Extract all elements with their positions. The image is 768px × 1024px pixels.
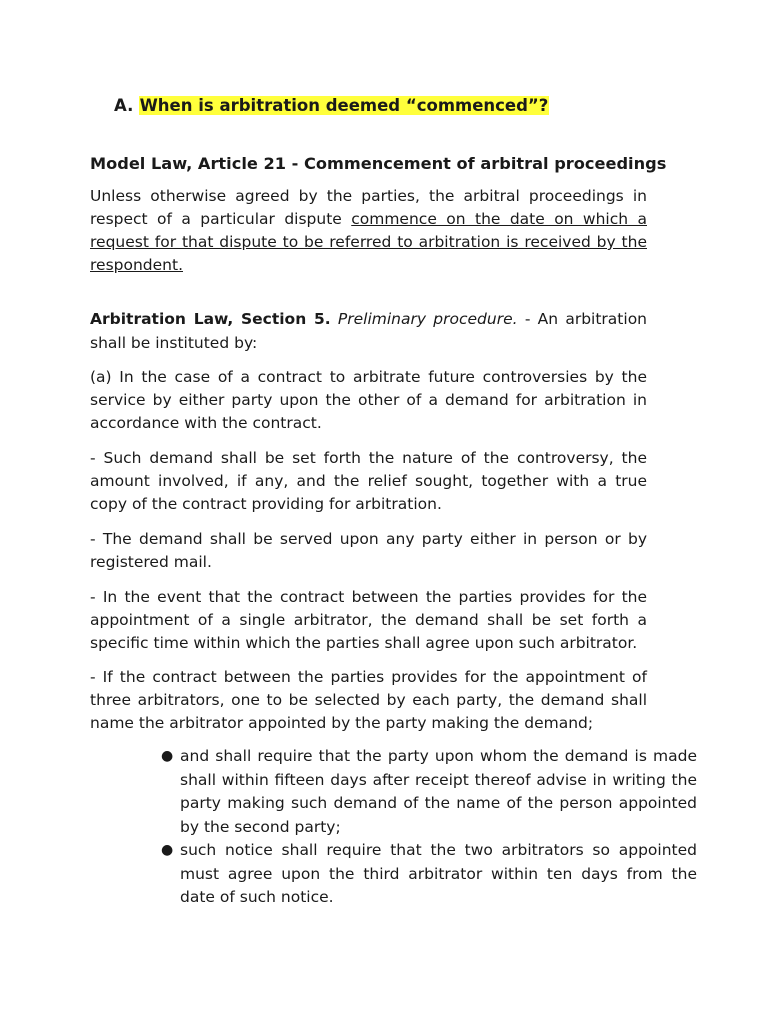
arbitration-law-subtitle: Preliminary procedure. xyxy=(337,310,518,328)
model-law-text xyxy=(90,185,647,277)
model-law-title: Model Law, Article 21 - Commencement of arbitral proceedings xyxy=(90,154,667,173)
paragraph-three-arbitrators: - If the contract between the parties provides for the appointment of three arbitrators, one to be selected by each party, the demand shall name the arbitrator appointed by the party making the demand; xyxy=(90,668,647,732)
question-heading xyxy=(114,94,549,118)
highlighted-question: When is arbitration deemed “commenced”? xyxy=(139,96,549,115)
paragraph-demand-service: - The demand shall be served upon any party either in person or by registered mail. xyxy=(90,530,647,571)
model-law-text-plain: Unless otherwise agreed by the parties, the arbitral proceedings in respect of a particular dispute xyxy=(90,187,647,228)
bullet-text: and shall require that the party upon whom the demand is made shall within fifteen days after receipt thereof advise in writing the party making such demand of the name of the person appointed by the second party; xyxy=(180,747,697,836)
paragraph-single-arbitrator: - In the event that the contract between the parties provides for the appointment of a single arbitrator, the demand shall be set forth a specific time within which the parties shall agree upon such arbitrator. xyxy=(90,588,647,652)
model-law-text-underlined: commence on the date on which a request for that dispute to be referred to arbitration is received by the respondent. xyxy=(90,210,647,274)
arbitration-law-intro: - An arbitration shall be instituted by: xyxy=(90,310,647,352)
arbitration-law-title: Arbitration Law, Section 5. xyxy=(90,310,331,328)
paragraph-a: (a) In the case of a contract to arbitrate future controversies by the service by either party upon the other of a demand for arbitration in accordance with the contract. xyxy=(90,368,647,432)
bullet-text: such notice shall require that the two arbitrators so appointed must agree upon the third arbitrator within ten days from the date of such notice. xyxy=(180,841,697,906)
bullet-icon: ● xyxy=(161,748,174,764)
heading-letter: A. xyxy=(114,96,134,115)
bullet-icon: ● xyxy=(161,842,174,858)
paragraph-demand-content: - Such demand shall be set forth the nature of the controversy, the amount involved, if any, and the relief sought, together with a true copy of the contract providing for arbitration. xyxy=(90,449,647,513)
list-item xyxy=(161,745,697,839)
arbitration-law-heading xyxy=(90,308,647,355)
bullet-list xyxy=(160,745,697,910)
list-item xyxy=(161,839,697,910)
